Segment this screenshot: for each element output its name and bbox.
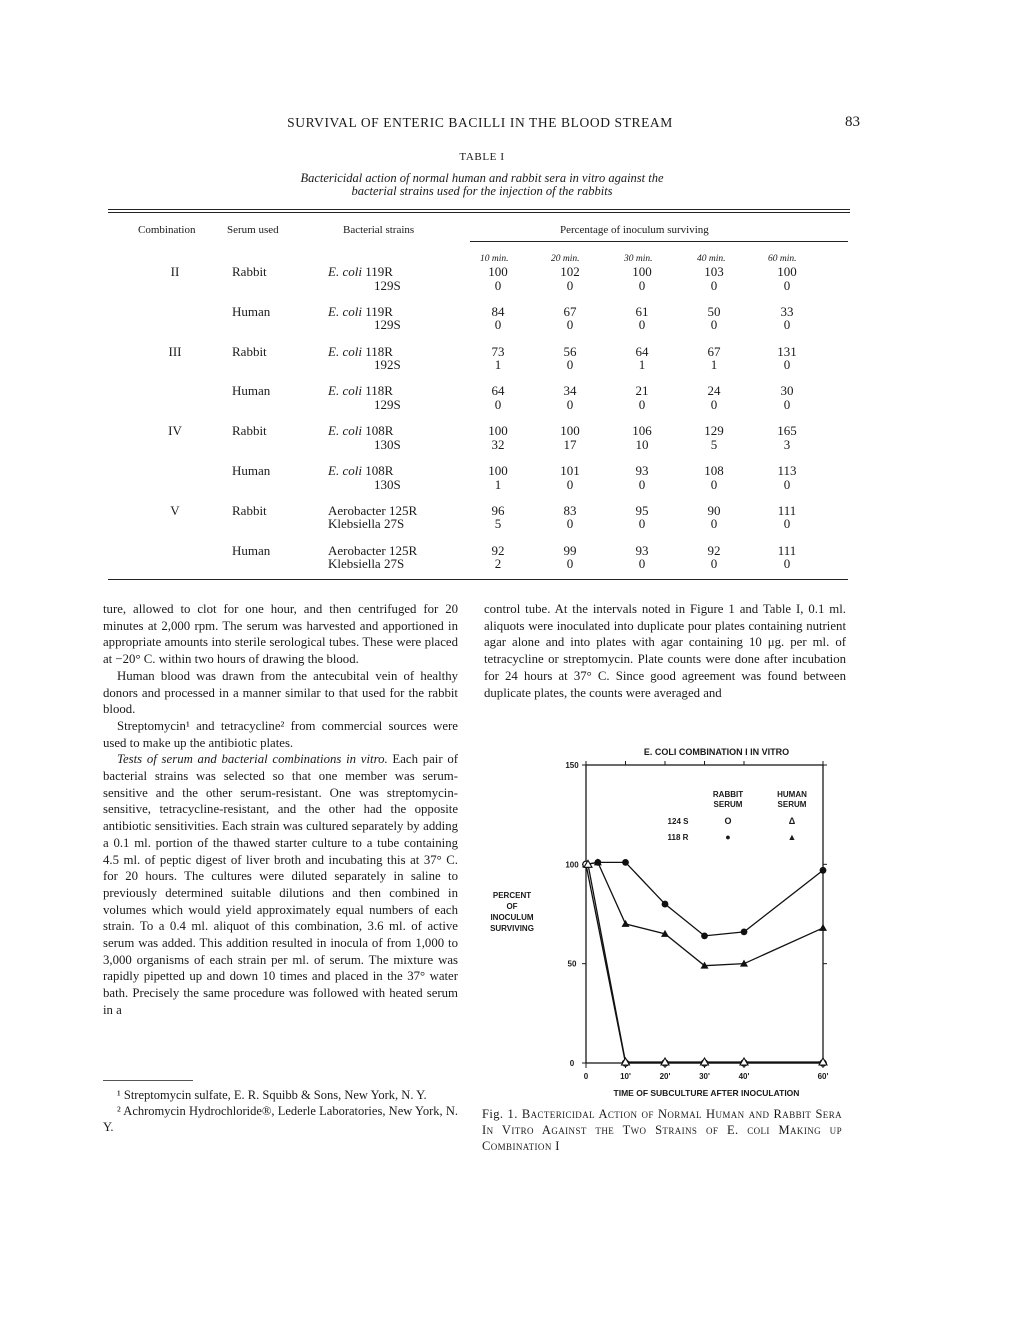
strain-line: 129S [374, 317, 401, 333]
strain-line: E. coli 108R [328, 423, 394, 439]
cell-value: 103 0 [704, 264, 724, 293]
footnote-2: ² Achromycin Hydrochloride®, Lederle Laboratories, New York, N. Y. [103, 1104, 458, 1134]
cell-value: 93 0 [635, 463, 649, 492]
cell-serum: Human [232, 463, 271, 478]
footnote-1: ¹ Streptomycin sulfate, E. R. Squibb & Sons, New York, N. Y. [117, 1088, 427, 1102]
data-point [819, 924, 827, 931]
legend-human-marker: Δ [788, 816, 796, 826]
paragraph: Streptomycin¹ and tetracycline² from commercial sources were used to make up the antibiotic plates. [103, 718, 458, 750]
cell-serum: Rabbit [232, 502, 267, 518]
legend-human-marker: ▲ [787, 832, 797, 842]
cell-value: 113 0 [777, 463, 797, 492]
cell-value: 67 1 [707, 343, 721, 373]
species-name: E. coli [328, 383, 362, 399]
cell-value: 102 0 [560, 264, 580, 293]
time-header-40: 40 min. [697, 254, 726, 264]
y-tick-label: 0 [569, 1059, 575, 1068]
legend-rabbit-marker: O [724, 816, 732, 826]
header-serum: Serum used [227, 224, 279, 236]
figure-1-chart [478, 740, 848, 1100]
data-point [622, 859, 629, 866]
paragraph: control tube. At the intervals noted in Figure 1 and Table I, 0.1 ml. aliquots were inoculated into duplicate pour plates containing nutrient agar alone and into plates with agar containing 10 μg. per ml. of tetracycline or streptomycin. Plate counts were done after incubation for 24 hours at 37° C. Since good agreement was found between duplicate plates, the counts were averaged and [484, 602, 846, 700]
cell-value: 30 0 [780, 383, 794, 412]
strain-line: Aerobacter 125R [328, 542, 418, 558]
cell-combination: II [170, 264, 180, 279]
y-axis-label-line: PERCENT [492, 891, 532, 900]
species-name: E. coli [328, 303, 362, 319]
cell-value: 100 0 [777, 264, 797, 293]
legend-header: SERUM [777, 800, 807, 809]
cell-value: 64 1 [635, 343, 649, 373]
table-caption-line-1: Bactericidal action of normal human and rabbit sera in vitro against the [300, 171, 664, 185]
data-point [741, 928, 748, 935]
legend-header: SERUM [713, 800, 743, 809]
cell-strains [328, 464, 438, 491]
x-tick-label: 40' [738, 1072, 750, 1081]
cell-value: 106 10 [632, 423, 652, 452]
y-axis-label-line: INOCULUM [490, 913, 534, 922]
cell-value: 101 0 [560, 463, 580, 492]
running-head-title: SURVIVAL OF ENTERIC BACILLI IN THE BLOOD STREAM [287, 115, 673, 130]
percentage-header-rule [470, 241, 848, 242]
table-top-rule-2 [108, 212, 850, 213]
paragraph [103, 751, 458, 1018]
strain-line: Aerobacter 125R [328, 502, 418, 518]
y-tick-label: 100 [565, 860, 579, 870]
cell-value: 64 0 [491, 383, 505, 412]
cell-value: 92 0 [707, 542, 721, 572]
cell-value: 100 1 [488, 463, 508, 492]
strain-line: E. coli 118R [328, 383, 393, 399]
cell-value: 84 0 [491, 303, 505, 333]
legend-row-label: 118 R [667, 833, 689, 842]
x-tick-label: 10' [620, 1072, 631, 1081]
cell-strains [328, 504, 438, 531]
cell-value: 24 0 [707, 383, 721, 412]
footnotes [103, 1087, 458, 1135]
x-tick-label: 0 [583, 1072, 589, 1081]
cell-value: 93 0 [635, 542, 649, 572]
strain-line: 129S [374, 396, 401, 412]
cell-serum: Human [232, 303, 271, 319]
time-header-30: 30 min. [624, 254, 653, 264]
cell-value: 67 0 [563, 303, 577, 333]
cell-value: 129 5 [704, 423, 724, 452]
species-name: E. coli [328, 423, 362, 439]
series-line [586, 862, 823, 936]
table-caption [220, 172, 744, 198]
strain-line: 129S [374, 277, 401, 293]
y-axis-label-line: SURVIVING [490, 924, 534, 933]
data-point [622, 920, 630, 927]
cell-serum: Rabbit [232, 264, 267, 279]
legend-row-label: 124 S [667, 817, 689, 826]
x-axis-label: TIME OF SUBCULTURE AFTER INOCULATION [613, 1088, 800, 1098]
cell-value: 99 0 [563, 542, 577, 572]
paragraph: ture, allowed to clot for one hour, and then centrifuged for 20 minutes at 2,000 rpm. The serum was harvested and apportioned in appropriate amounts into sterile serological tubes. These were placed at −20° C. within two hours of drawing the blood. [103, 602, 458, 667]
header-percentage: Percentage of inoculum surviving [560, 224, 709, 236]
strain-line: Klebsiella 27S [328, 556, 405, 572]
cell-value: 108 0 [704, 463, 724, 492]
cell-value: 33 0 [780, 303, 794, 333]
cell-serum: Human [232, 383, 271, 399]
table-top-rule [108, 209, 850, 210]
figure-caption [482, 1106, 842, 1154]
cell-value: 21 0 [635, 383, 649, 412]
strain-line: 192S [374, 357, 401, 373]
time-header-60: 60 min. [768, 254, 797, 264]
data-point [662, 901, 669, 908]
figure-number: Fig. 1. [482, 1107, 518, 1121]
species-name: E. coli [328, 343, 362, 359]
cell-value: 73 1 [491, 343, 505, 373]
strain-line: E. coli 108R [328, 463, 394, 478]
table-bottom-rule [108, 579, 848, 580]
species-name: E. coli [328, 463, 362, 478]
cell-strains [328, 345, 438, 372]
cell-value: 90 0 [707, 502, 721, 532]
data-point [701, 932, 708, 939]
strain-line: E. coli 119R [328, 303, 393, 319]
cell-value: 83 0 [563, 502, 577, 532]
cell-value: 111 0 [777, 502, 797, 532]
time-header-10: 10 min. [480, 254, 509, 264]
species-name: E. coli [328, 264, 362, 279]
cell-serum: Rabbit [232, 423, 267, 439]
cell-combination: V [170, 502, 180, 518]
strain-line: 130S [374, 436, 401, 452]
cell-strains [328, 265, 438, 292]
cell-combination: III [168, 343, 182, 359]
figure-caption-text: Bactericidal Action of Normal Human and Rabbit Sera In Vitro Against the Two Strains of E. coli Making up Combination I [482, 1107, 842, 1153]
y-tick-label: 50 [567, 959, 577, 969]
strain-line: 130S [374, 476, 401, 492]
header-strains: Bacterial strains [343, 224, 415, 236]
cell-strains [328, 424, 438, 451]
left-column [103, 601, 458, 1019]
paragraph-text: Each pair of bacterial strains was selected so that one member was serum-sensitive and the other serum-resistant. One was streptomycin-sensitive, tetracycline-resistant, and the other had the opposite antibiotic sensitivities. Each strain was cultured separately by adding a 0.1 ml. portion of the thawed starter culture to a tube containing 4.5 ml. of peptic digest of liver broth and incubating this at 37° C. for 20 hours. The cultures were diluted separately in saline to previously determined suitable dilutions and then combined in volumes which would yield approximately equal numbers of each strain. To a 0.4 ml. aliquot of this combination, 3.6 ml. of active serum was added. This addition resulted in inocula of from 1,000 to 3,000 organisms of each strain per ml. of serum. The mixture was rapidly pipetted up and down 10 times and placed in the 37° water bath. Precisely the same procedure was followed with heated serum in a [103, 752, 459, 1017]
page-number: 83 [845, 114, 860, 130]
cell-serum: Human [232, 542, 271, 558]
cell-value: 56 0 [563, 343, 577, 373]
cell-value: 61 0 [635, 303, 649, 333]
strain-line: E. coli 119R [328, 264, 393, 279]
strain-line: Klebsiella 27S [328, 516, 405, 532]
cell-value: 100 0 [632, 264, 652, 293]
cell-value: 100 32 [488, 423, 508, 452]
cell-value: 165 3 [777, 423, 797, 452]
y-axis-label-line: OF [506, 902, 518, 911]
running-head [0, 115, 1020, 137]
cell-serum: Rabbit [232, 343, 267, 359]
series-line [586, 862, 823, 965]
cell-strains [328, 305, 438, 332]
cell-value: 92 2 [491, 542, 505, 572]
time-header-20: 20 min. [551, 254, 580, 264]
footnote-rule [103, 1080, 193, 1081]
cell-value: 111 0 [777, 542, 797, 572]
strain-line: E. coli 118R [328, 343, 393, 359]
legend-rabbit-marker: ● [725, 832, 731, 842]
series-line [588, 864, 823, 1062]
paragraph: Human blood was drawn from the antecubital vein of healthy donors and processed in a manner similar to that used for the rabbit blood. [103, 668, 458, 717]
legend-header: HUMAN [777, 790, 807, 799]
cell-strains [328, 384, 438, 411]
cell-value: 100 0 [488, 264, 508, 293]
cell-value: 131 0 [777, 343, 797, 373]
cell-value: 34 0 [563, 383, 577, 412]
cell-value: 50 0 [707, 303, 721, 333]
x-tick-label: 30' [699, 1072, 710, 1081]
right-column [484, 601, 846, 701]
section-heading: Tests of serum and bacterial combinations in vitro. [117, 752, 388, 767]
table-caption-line-2: bacterial strains used for the injection of the rabbits [351, 184, 613, 198]
cell-value: 96 5 [491, 502, 505, 532]
data-point [820, 867, 827, 874]
cell-strains [328, 544, 438, 571]
header-combination: Combination [138, 224, 196, 236]
cell-value: 95 0 [635, 502, 649, 532]
y-tick-label: 150 [565, 761, 579, 770]
x-tick-label: 60' [817, 1072, 829, 1081]
cell-value: 100 17 [560, 423, 580, 452]
chart-title: E. COLI COMBINATION I IN VITRO [643, 747, 790, 757]
legend-header: RABBIT [712, 790, 744, 799]
table-label: TABLE I [459, 151, 505, 163]
x-tick-label: 20' [659, 1072, 671, 1081]
cell-combination: IV [168, 423, 182, 439]
